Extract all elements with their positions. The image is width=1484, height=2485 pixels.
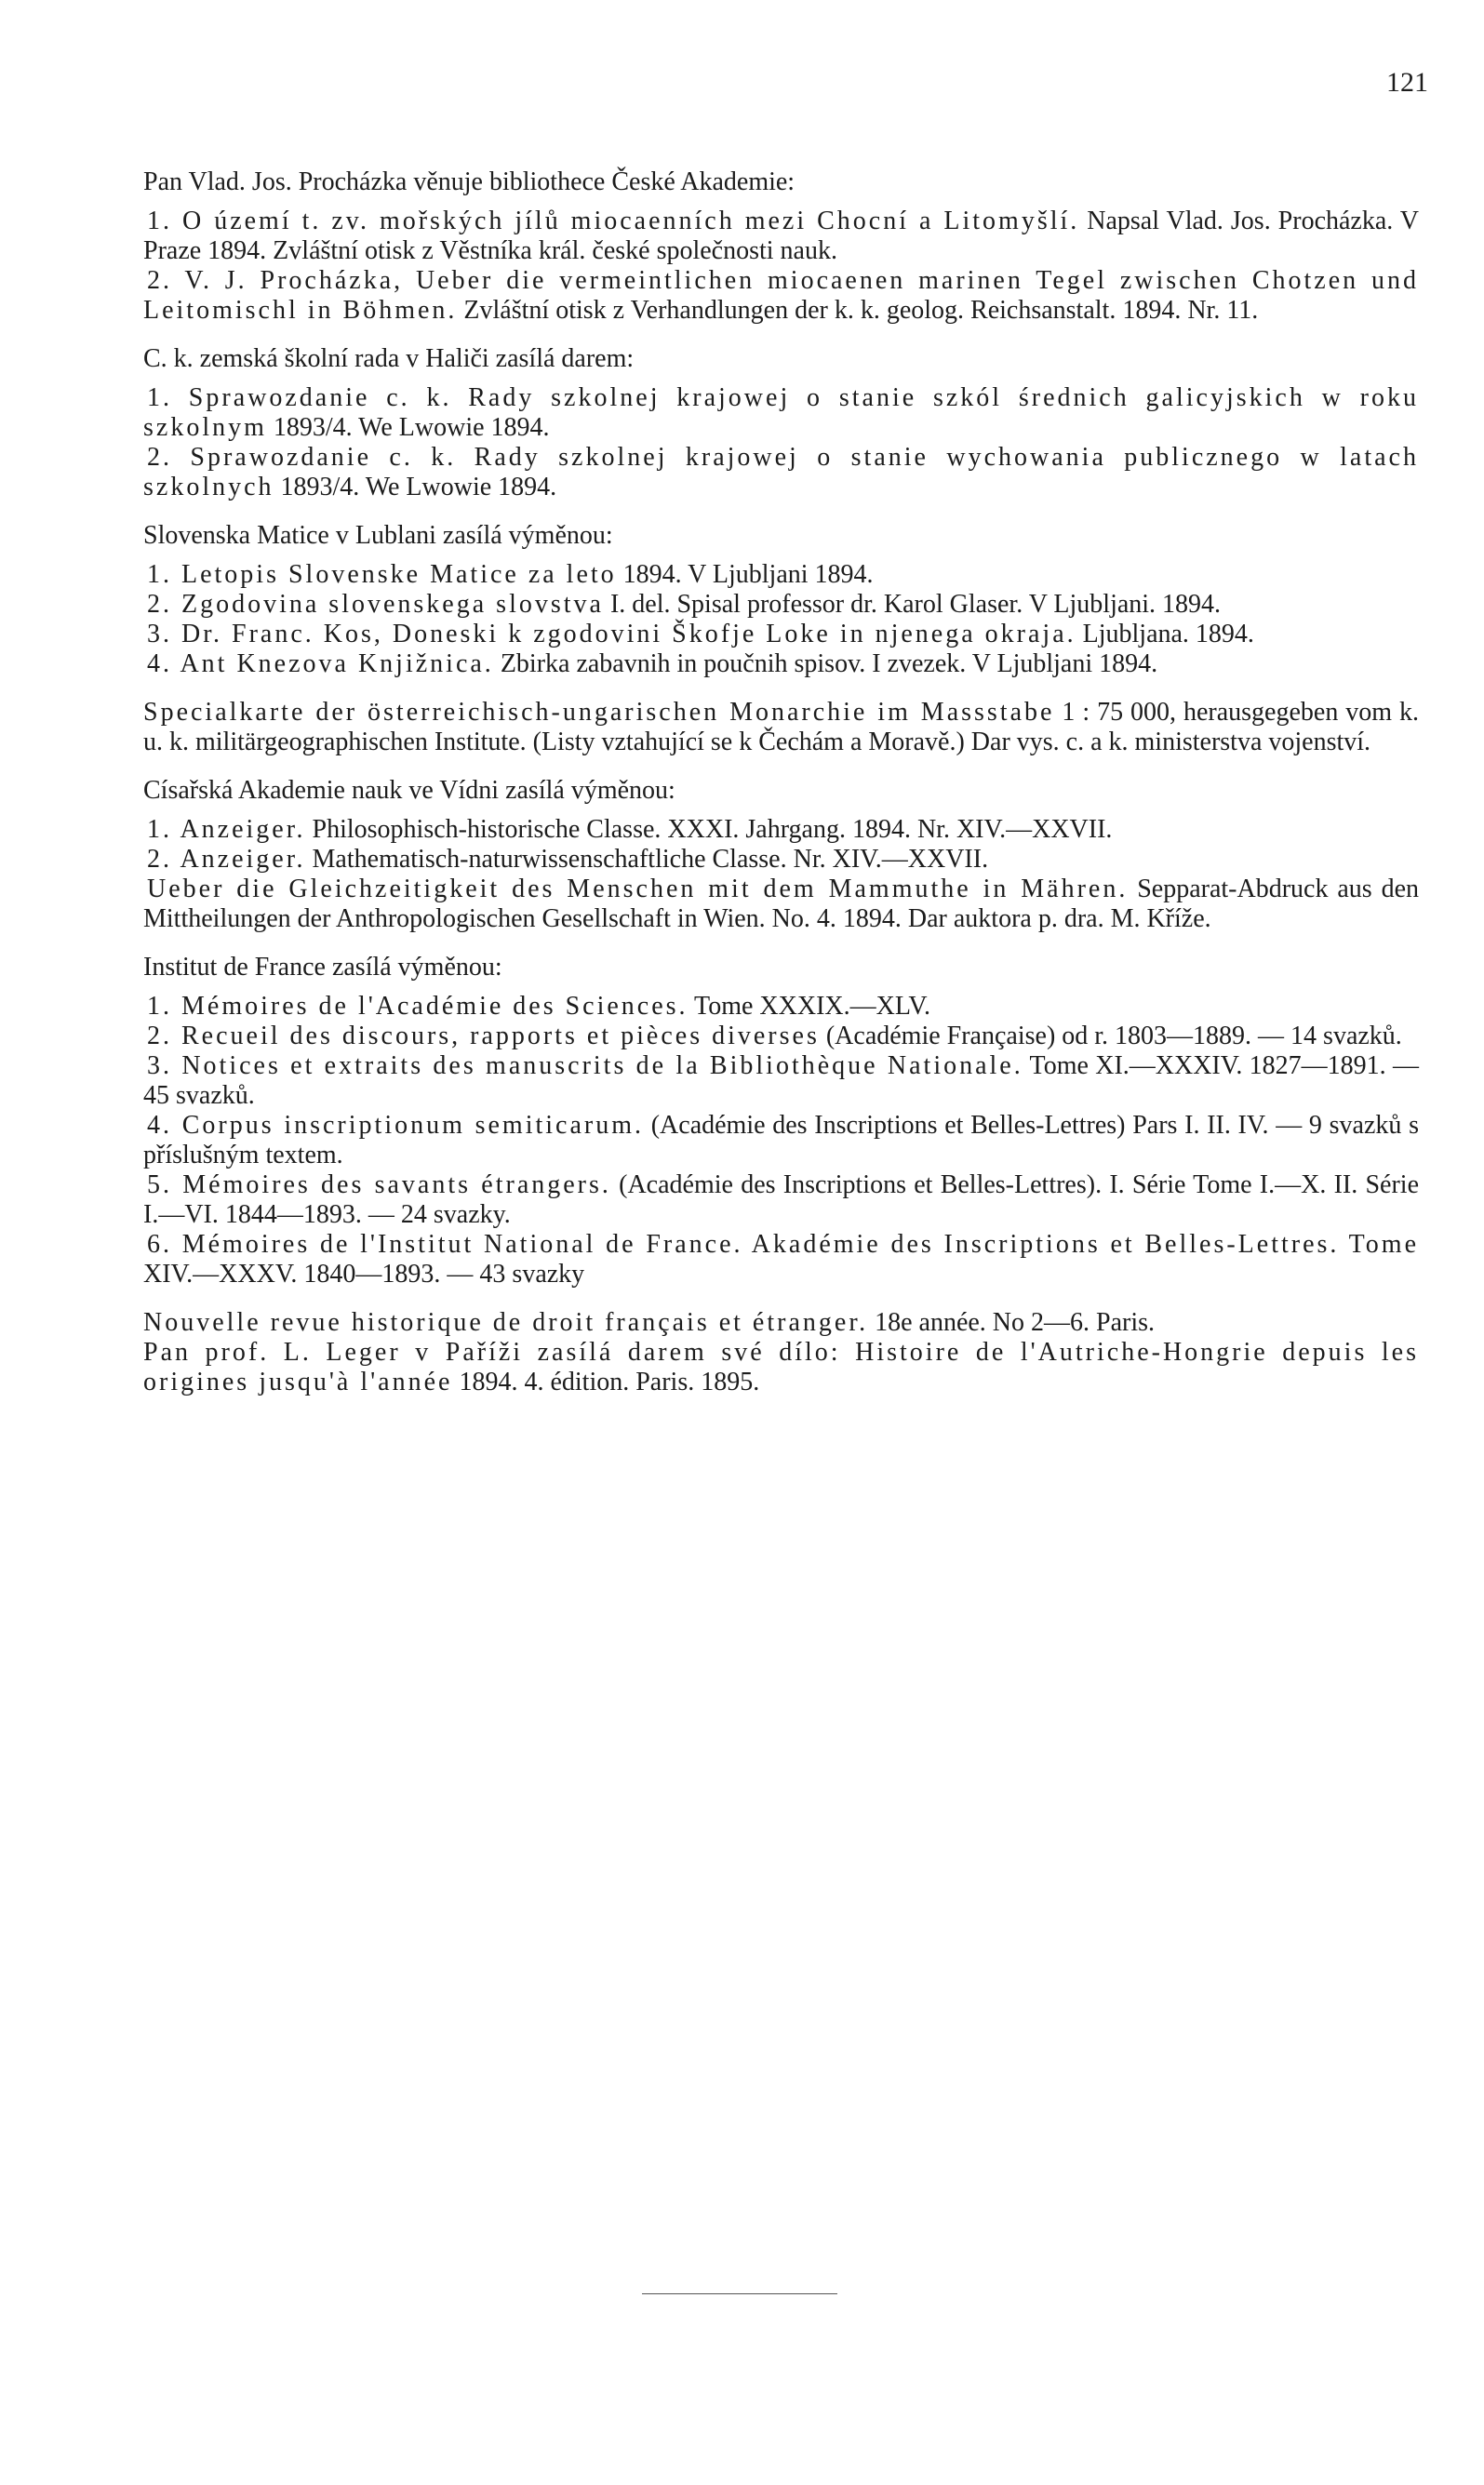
- item-details: Tome XXXIX.—XLV.: [688, 992, 930, 1021]
- item-title: 1. Anzeiger.: [147, 815, 306, 844]
- item-title: 1. O území t. zv. mořských jílů miocaenních mezi Chocní a Litomyšlí.: [147, 207, 1080, 235]
- item-details: Mathematisch-naturwissenschaftliche Classe. Nr. XIV.—XXVII.: [305, 845, 989, 874]
- section-specialkarte: [140, 698, 1419, 757]
- paragraph: [140, 1338, 1419, 1397]
- item-details: 18e année. No 2—6. Paris.: [868, 1308, 1156, 1337]
- item-details: 1893/4. We Lwowie 1894.: [274, 473, 557, 501]
- list-item: [140, 266, 1419, 326]
- item-title: 2. Recueil des discours, rapports et pièces diverses: [147, 1022, 820, 1050]
- list-item: [140, 649, 1419, 679]
- document-body: [140, 167, 1419, 1416]
- item-details: Sepparat-Abdruck aus den Mittheilungen der Anthropologischen Gesellschaft in Wien. No. 4. 1894. Dar auktora p. dra. M. Kříže.: [143, 875, 1420, 933]
- list-item: [140, 992, 1419, 1022]
- item-title: Nouvelle revue historique de droit français et étranger.: [143, 1308, 869, 1337]
- section-halic: [140, 344, 1419, 502]
- item-details: (Académie des Inscriptions et Belles-Lettres) Pars I. II. IV. — 9 svazků s příslušným textem.: [143, 1111, 1420, 1169]
- list-item: [140, 1051, 1419, 1111]
- item-details: Philosophisch-historische Classe. XXXI. Jahrgang. 1894. Nr. XIV.—XXVII.: [305, 815, 1113, 844]
- section-cisarska-akademie: [140, 776, 1419, 934]
- item-details: (Académie des Inscriptions et Belles-Lettres). I. Série Tome I.—X. II. Série I.—VI. 1844—1893. — 24 svazky.: [143, 1170, 1419, 1229]
- item-details: 1 : 75 000, herausgegeben vom k. u. k. militärgeographischen Institute. (Listy vztahující se k Čechám a Moravě.) Dar vys. c. a k. ministerstva vojenství.: [143, 698, 1419, 756]
- section-ceska-akademie: [140, 167, 1419, 326]
- list-item: [140, 1111, 1419, 1170]
- item-details: (Académie Française) od r. 1803—1889. — 14 svazků.: [819, 1022, 1402, 1050]
- item-details: XIV.—XXXV. 1840—1893. — 43 svazky: [143, 1260, 585, 1289]
- item-details: 1893/4. We Lwowie 1894.: [266, 413, 550, 442]
- page-number: 121: [1386, 67, 1428, 98]
- item-title: 1. Mémoires de l'Académie des Sciences.: [147, 992, 689, 1021]
- item-title: 2. Sprawozdanie c. k. Rady szkolnej krajowej o stanie wychowania publicznego w latach szkolnych: [143, 443, 1419, 501]
- list-item: [140, 620, 1419, 649]
- section-heading: Slovenska Matice v Lublani zasílá výměnou:: [143, 521, 613, 550]
- item-title: 3. Notices et extraits des manuscrits de la Bibliothèque Nationale.: [147, 1051, 1023, 1080]
- item-title: 1. Letopis Slovenske Matice za leto: [147, 560, 617, 589]
- list-item: [140, 1022, 1419, 1051]
- item-title: 1. Sprawozdanie c. k. Rady szkolnej krajowej o stanie szkól średnich galicyjskich w roku szkolnym: [143, 383, 1419, 442]
- item-title: 3. Dr. Franc. Kos, Doneski k zgodovini Škofje Loke in njenega okraja.: [147, 620, 1076, 648]
- list-item: [140, 1170, 1419, 1230]
- section-heading: Institut de France zasílá výměnou:: [143, 953, 502, 982]
- list-item: [140, 590, 1419, 620]
- section-misc: [140, 1308, 1419, 1397]
- list-item: [140, 383, 1419, 443]
- item-title: Ueber die Gleichzeitigkeit des Menschen mit dem Mammuthe in Mähren.: [147, 875, 1129, 903]
- list-item: [140, 560, 1419, 590]
- list-item: [140, 875, 1419, 934]
- item-details: 1894. 4. édition. Paris. 1895.: [452, 1368, 760, 1396]
- item-title: 2. Anzeiger.: [147, 845, 306, 874]
- item-details: Zbirka zabavnih in poučnih spisov. I zvezek. V Ljubljani 1894.: [493, 649, 1158, 678]
- section-institut-de-france: [140, 953, 1419, 1289]
- item-title: 4. Ant Knezova Knjižnica.: [147, 649, 494, 678]
- item-details: Zvláštní otisk z Verhandlungen der k. k. geolog. Reichsanstalt. 1894. Nr. 11.: [457, 296, 1259, 325]
- list-item: [140, 1230, 1419, 1289]
- list-item: [140, 845, 1419, 875]
- item-title: Specialkarte der österreichisch-ungarischen Monarchie im Massstabe: [143, 698, 1055, 727]
- item-details: Ljubljana. 1894.: [1076, 620, 1254, 648]
- list-item: [140, 443, 1419, 502]
- item-title: 5. Mémoires des savants étrangers.: [147, 1170, 611, 1199]
- item-details: Napsal Vlad. Jos. Procházka. V Praze 1894. Zvláštní otisk z Věstníka král. české společnosti nauk.: [143, 207, 1419, 265]
- item-title: 2. V. J. Procházka, Ueber die vermeintlichen miocaenen marinen Tegel zwischen Chotzen und Leitomischl in Böhmen.: [143, 266, 1419, 325]
- list-item: [140, 815, 1419, 845]
- item-title: 6. Mémoires de l'Institut National de France. Akadémie des Inscriptions et Belles-Lettres. Tome: [147, 1230, 1419, 1259]
- paragraph: [140, 698, 1419, 757]
- item-details: Tome XI.—XXXIV. 1827—1891. — 45 svazků.: [143, 1051, 1419, 1110]
- paragraph: [140, 1308, 1419, 1338]
- section-slovenska-matice: [140, 521, 1419, 679]
- list-item: [140, 207, 1419, 266]
- section-heading: Císařská Akademie nauk ve Vídni zasílá výměnou:: [143, 776, 675, 805]
- item-title: 2. Zgodovina slovenskega slovstva: [147, 590, 604, 619]
- section-heading: Pan Vlad. Jos. Procházka věnuje bibliothece České Akademie:: [143, 167, 795, 196]
- item-title: Pan prof. L. Leger v Paříži zasílá darem své dílo: Histoire de l'Autriche-Hongrie depuis les origines jusqu'à l'année: [143, 1338, 1419, 1396]
- section-heading: C. k. zemská školní rada v Haliči zasílá darem:: [143, 344, 635, 373]
- item-details: I. del. Spisal professor dr. Karol Glaser. V Ljubljani. 1894.: [603, 590, 1222, 619]
- item-title: 4. Corpus inscriptionum semiticarum.: [147, 1111, 644, 1140]
- item-details: 1894. V Ljubljani 1894.: [616, 560, 874, 589]
- closing-rule: [642, 2293, 837, 2294]
